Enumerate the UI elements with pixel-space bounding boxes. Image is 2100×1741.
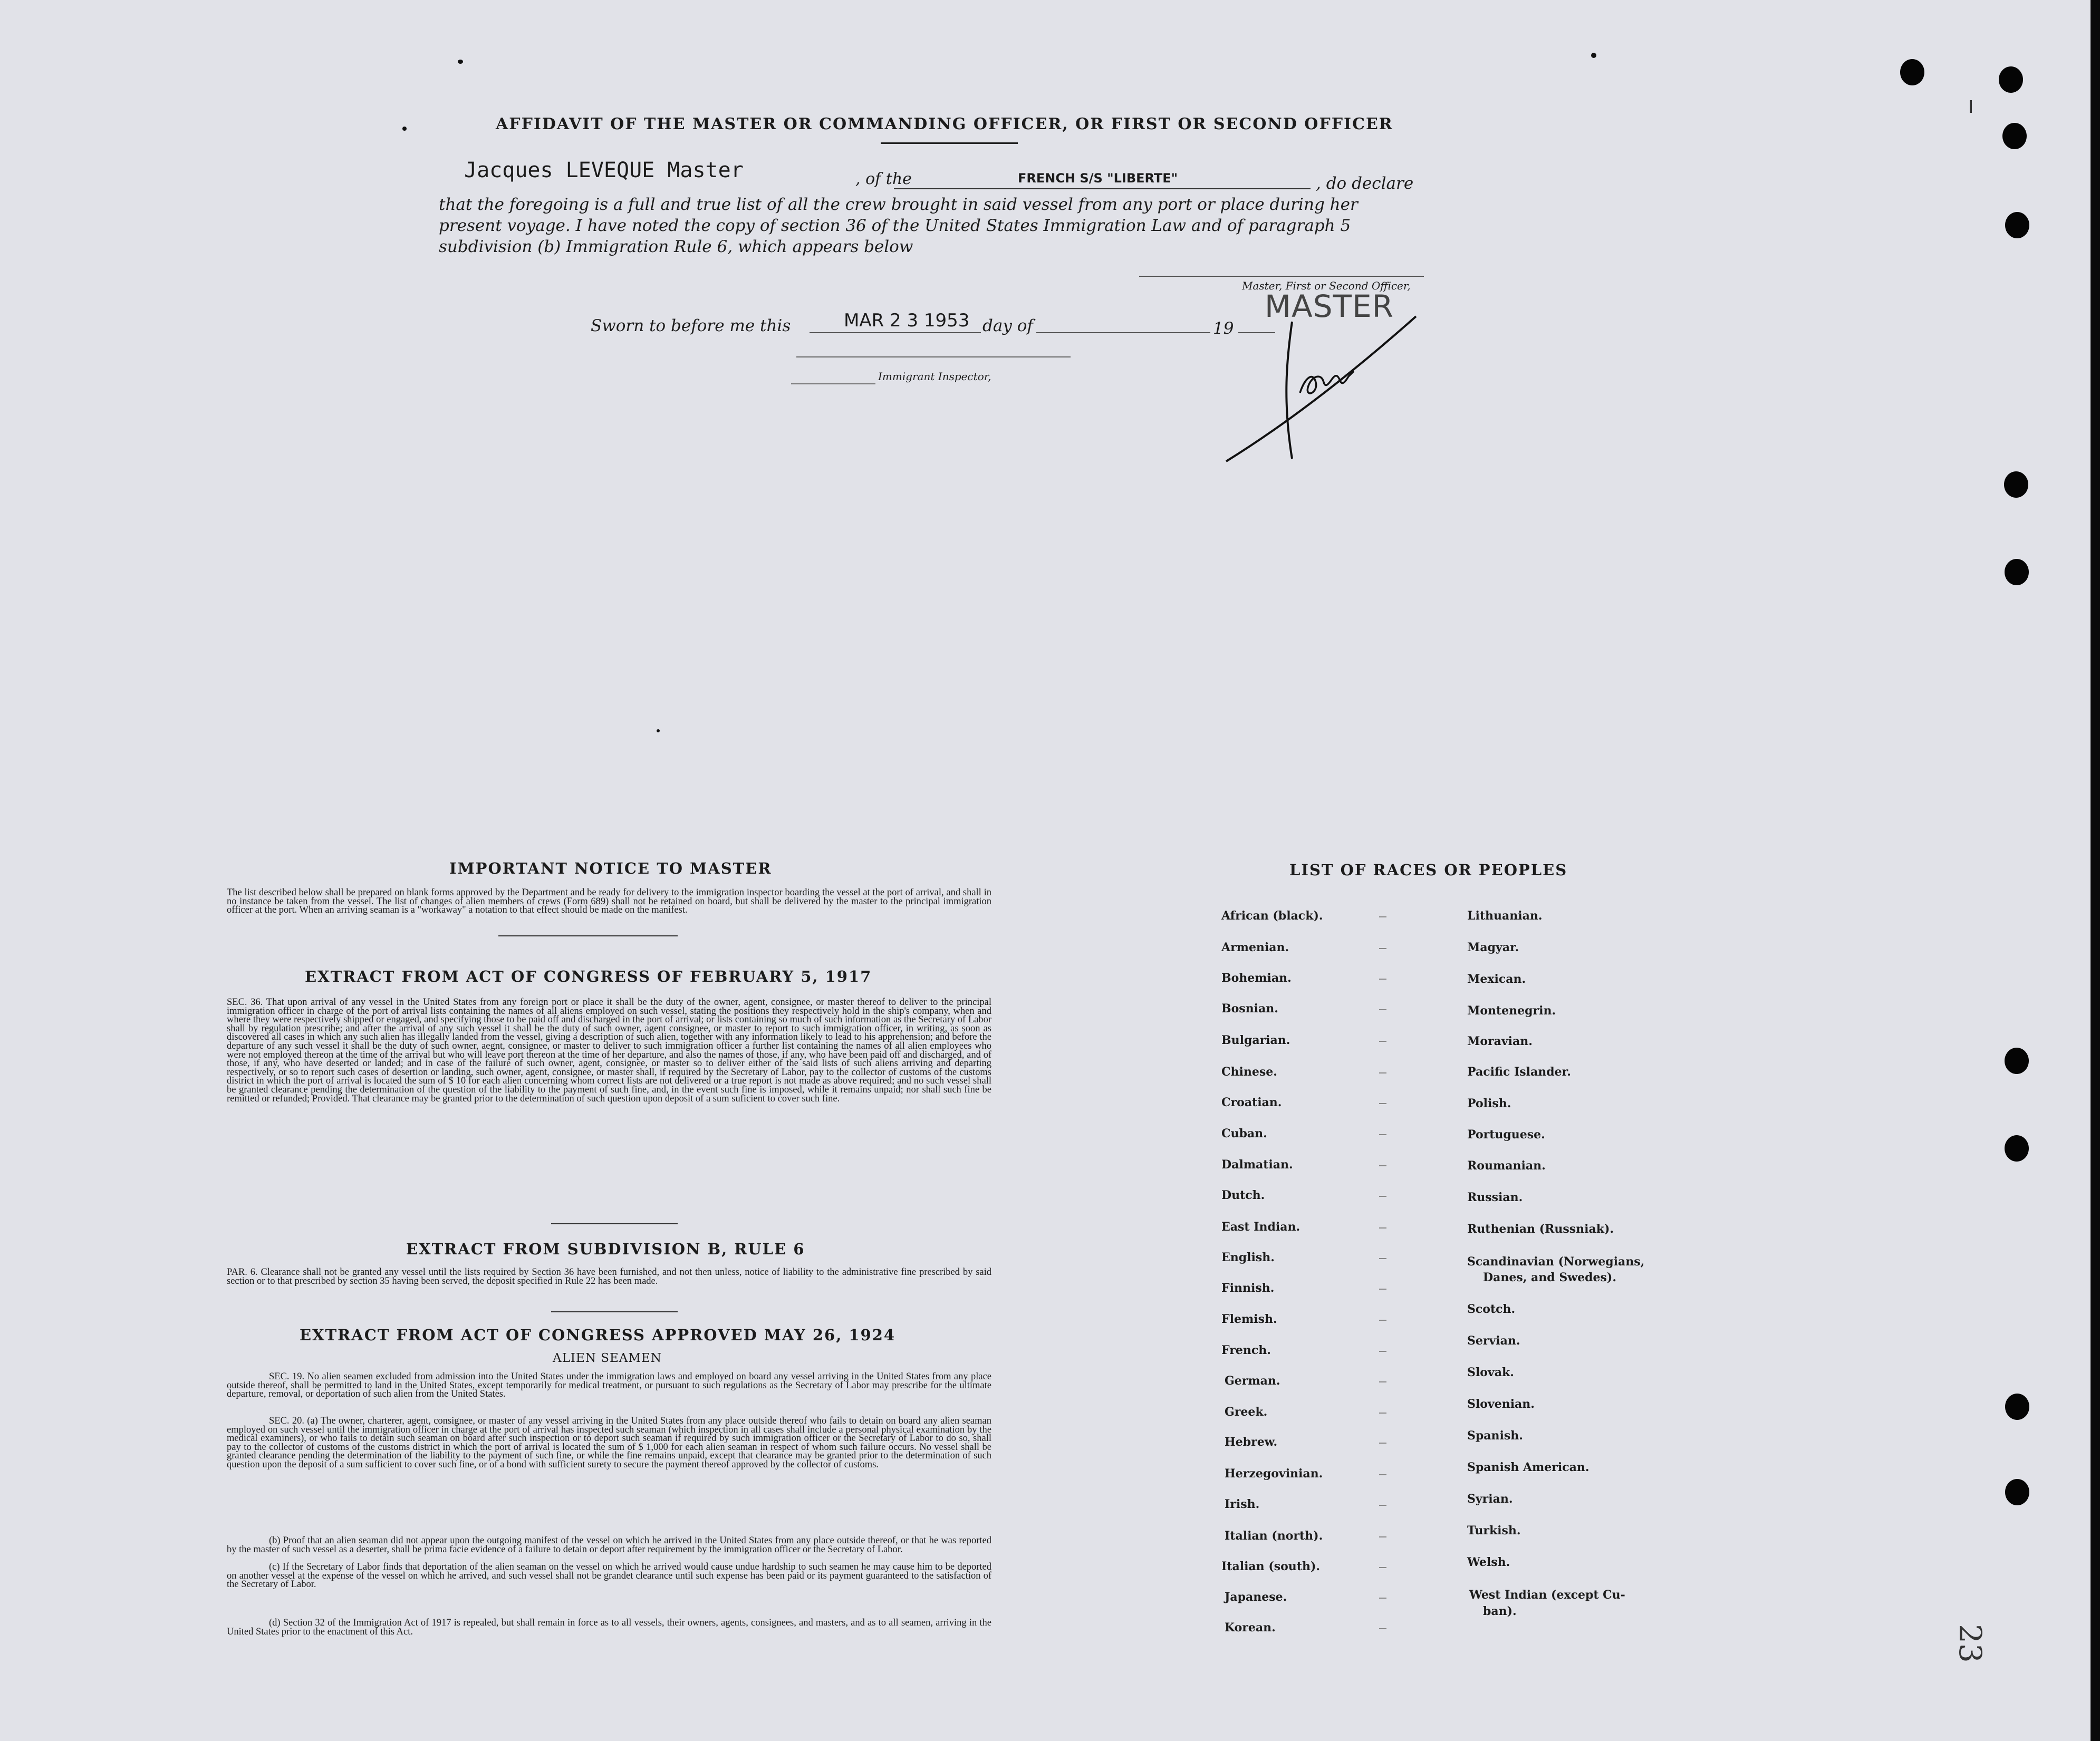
binder-hole — [1999, 66, 2023, 93]
race-item: Bohemian. — [1221, 971, 1292, 985]
race-item: Spanish. — [1467, 1429, 1523, 1443]
race-item: Chinese. — [1221, 1065, 1277, 1079]
leader-dash — [1379, 1041, 1386, 1042]
scan-speck — [1591, 53, 1596, 58]
date-underline — [810, 332, 981, 333]
sec-20c-paragraph: (c) If the Secretary of Labor finds that deportation of the alien seaman on the vessel on which he arrived would cause undue hardship to such seamen he may cause him to be deported on another vessel at the expense of the vessel on which he arrived, and such vessel shall not be grandet clearance until such expense has been paid or its payment guaranteed to the satisfaction of the Secretary of Labor. — [227, 1562, 991, 1590]
binder-hole — [2002, 123, 2027, 149]
binder-hole — [2005, 212, 2029, 238]
race-item: Pacific Islander. — [1467, 1065, 1571, 1079]
leader-dash — [1379, 1598, 1386, 1599]
of-the-label: , of the — [855, 170, 912, 188]
race-item: Irish. — [1225, 1497, 1260, 1511]
race-item: French. — [1221, 1343, 1271, 1357]
inspector-signature-line — [796, 356, 1071, 357]
extract-1917-title: EXTRACT FROM ACT OF CONGRESS OF FEBRUARY 5, 1917 — [305, 968, 872, 985]
leader-dash — [1379, 1628, 1386, 1629]
binder-hole — [2004, 471, 2028, 498]
race-item: Dutch. — [1221, 1188, 1265, 1202]
races-title: LIST OF RACES OR PEOPLES — [1289, 861, 1568, 879]
scan-speck — [458, 60, 463, 64]
race-item: Bulgarian. — [1221, 1033, 1290, 1047]
declaration-line: present voyage. I have noted the copy of section 36 of the United States Immigration Law and of paragraph 5 — [439, 216, 1351, 235]
sec-20b-paragraph: (b) Proof that an alien seaman did not appear upon the outgoing manifest of the vessel on which he arrived in the United States from any place outside thereof, or that he was reported by the master of such vessel as a deserter, shall be prima facie evidence of a failure to detain or deport after requirement by the immigration officer or the Secretary of Labor. — [227, 1535, 991, 1555]
affidavit-title: AFFIDAVIT OF THE MASTER OR COMMANDING OFFICER, OR FIRST OR SECOND OFFICER — [496, 115, 1393, 133]
leader-dash — [1379, 1258, 1386, 1259]
leader-dash — [1379, 948, 1386, 949]
extract-1924-title: EXTRACT FROM ACT OF CONGRESS APPROVED MAY 26, 1924 — [300, 1326, 896, 1344]
leader-dash — [1379, 1443, 1386, 1444]
leader-dash — [1379, 1320, 1386, 1321]
section-rule — [551, 1223, 678, 1224]
race-item: Hebrew. — [1225, 1435, 1278, 1449]
sec-20a-paragraph: SEC. 20. (a) The owner, charterer, agent, consignee, or master of any vessel arriving in the United States from any place outside thereof who fails to detain on board any alien seaman employed on such vessel until the immigration officer in charge at the port of arrival has inspected such seaman (which inspection in all cases shall include a personal physical examination by the medical examiners), or who fails to detain such seaman on board after such inspection or to deport such seaman if required by such immigration officer or the Secretary of Labor to do so, shall pay to the collector of customs of the customs district in which the port of arrival is located the sum of $ 1,000 for each alien seaman in respect of whom such failure occurs. No vessel shall be granted clearance pending the determination of the liability to the payment of such fine, or while the fine remains unpaid, except that clearance may be granted prior to the determination of such question upon the deposit of a sum sufficient to cover such fine, or of a bond with sufficient surety to secure the payment thereof approved by the collector of customs. — [227, 1416, 991, 1470]
extract-rule6-title: EXTRACT FROM SUBDIVISION B, RULE 6 — [406, 1240, 805, 1258]
declarant-name: Jacques LEVEQUE Master — [464, 158, 744, 182]
race-item: Portuguese. — [1467, 1128, 1545, 1142]
leader-dash — [1379, 1072, 1386, 1073]
race-item: Welsh. — [1467, 1555, 1510, 1569]
binder-hole — [2005, 559, 2029, 585]
leader-dash — [1379, 1009, 1386, 1010]
race-item: Armenian. — [1221, 941, 1289, 954]
day-of-label: day of — [982, 316, 1033, 335]
page-number: 23 — [1952, 1624, 1988, 1663]
race-item: Syrian. — [1467, 1492, 1513, 1506]
extract-rule6-body: PAR. 6. Clearance shall not be granted any vessel until the lists required by Section 36 have been furnished, and not then unless, notice of liability to the administrative fine prescribed by said section or to that prescribed by section 35 having been served, the deposit specified in Rule 22 has been made. — [227, 1267, 991, 1287]
leader-dash — [1379, 1505, 1386, 1506]
race-item: Greek. — [1225, 1405, 1268, 1419]
leader-dash — [1379, 1536, 1386, 1537]
extract-1917-body: SEC. 36. That upon arrival of any vessel in the United States from any foreign port or place it shall be the duty of the owner, agent, consignee, or master thereof to deliver to the principal immigration officer in charge of the port of arrival lists containing the names of all aliens employed on such vessel, stating the positions they respectively hold in the ship's company, when and where they were respectively shipped or engaged, and specifying those to be paid off and discharged in the port of arrival; or lists containing so much of such information as the Secretary of Labor shall by regulation prescribe; and after the arrival of any such vessel it shall be the duty of such owner, agent consignee, or master to report to such immigration officer, in writing, as soon as discovered all cases in which any such alien has illegally landed from the vessel, giving a description of such alien, together with any information likely to lead to his apprehension; and before the departure of any such vessel it shall be the duty of such owner, aegnt, consignee, or master to deliver to such immigration officer a further list containing the names of all alien employees who were not employed thereon at the time of the arrival but who will leave port thereon at the time of her departure, and also the names of those, if any, who have been paid off and discharged, and of those, if any, who have deserted or landed; and in case of the failure of such owner, agent, consignee, or master so to deliver either of the said lists of such aliens arriving and departing respectively, or so to report such cases of desertion or landing, such owner, agent, consignee, or master shall, if required by the Secretary of Labor, pay to the collector of customs of the customs district in which the port of arrival is located the sum of $ 10 for each alien concerning whom correct lists are not delivered or a true report is not made as above required; and no such vessel shall be granted clearance pending the determination of the question of the liability to the payment of such fine, and, in the event such fine is imposed, while it remains unpaid; nor shall such fine be remitted or refunded; Provided. That clearance may be granted prior to the determination of such question upon deposit of a sum suficient to cover such fine. — [227, 997, 991, 1104]
month-underline — [1036, 332, 1210, 333]
master-signature — [1218, 311, 1424, 469]
leader-dash — [1379, 1567, 1386, 1568]
leader-dash — [1379, 979, 1386, 980]
race-item: Scotch. — [1467, 1302, 1516, 1316]
leader-dash — [1379, 1381, 1386, 1382]
race-item: Polish. — [1467, 1097, 1511, 1110]
race-item: Italian (north). — [1225, 1529, 1323, 1543]
race-item: Croatian. — [1221, 1096, 1282, 1109]
binder-hole — [2005, 1479, 2029, 1505]
sworn-date-stamp: MAR 2 3 1953 — [844, 310, 970, 331]
leader-dash — [1379, 1474, 1386, 1475]
leader-dash — [1379, 1413, 1386, 1414]
leader-dash — [1379, 1196, 1386, 1197]
race-item: Scandinavian (Norwegians, — [1467, 1255, 1645, 1269]
leader-dash — [1379, 1227, 1386, 1229]
scan-speck — [657, 729, 660, 732]
leader-dash — [1379, 1289, 1386, 1290]
race-item: Russian. — [1467, 1191, 1523, 1204]
race-item: Roumanian. — [1467, 1159, 1546, 1173]
race-item: Japanese. — [1225, 1590, 1287, 1604]
sworn-label: Sworn to before me this — [591, 316, 791, 335]
race-item: Korean. — [1225, 1621, 1276, 1634]
race-item: East Indian. — [1221, 1220, 1301, 1234]
race-item: German. — [1225, 1374, 1280, 1388]
scan-speck — [402, 127, 407, 131]
notice-body: The list described below shall be prepared on blank forms approved by the Department and be ready for delivery to the immigration inspector boarding the vessel at the port of arrival, and shall in no instance be taken from the vessel. The list of changes of alien members of crews (Form 689) shall not be retained on board, but shall be delivered by the master to the principal immigration officer at the port. When an arriving seaman is a "workaway" a notation to that effect should be made on the manifest. — [227, 887, 991, 916]
binder-hole — [2005, 1048, 2029, 1074]
leader-dash — [1379, 1134, 1386, 1135]
alien-seamen-subtitle: ALIEN SEAMEN — [553, 1351, 662, 1365]
race-item: West Indian (except Cu- — [1469, 1588, 1625, 1602]
inspector-signature-line — [791, 383, 875, 384]
declaration-line: subdivision (b) Immigration Rule 6, which appears below — [439, 237, 913, 256]
race-item: Servian. — [1467, 1334, 1520, 1348]
sec-19-paragraph: SEC. 19. No alien seamen excluded from admission into the United States under the immigration laws and employed on board any vessel arriving in the United States from any place outside thereof, shall be permitted to land in the United States, except temporarily for medical treatment, or pursuant to such regulations as the Secretary of Labor may prescribe for the ultimate departure, removal, or deportation of such alien from the United States. — [227, 1371, 991, 1400]
leader-dash — [1379, 1165, 1386, 1166]
race-item: Magyar. — [1467, 941, 1519, 954]
binder-hole — [2005, 1135, 2029, 1162]
race-item: Slovak. — [1467, 1366, 1514, 1379]
year-prefix: 19 — [1213, 319, 1234, 338]
race-item: Slovenian. — [1467, 1397, 1535, 1411]
vessel-name: FRENCH S/S "LIBERTE" — [1018, 171, 1178, 186]
section-rule — [498, 935, 678, 936]
race-item: Mexican. — [1467, 972, 1526, 986]
binder-hole — [2005, 1394, 2029, 1420]
race-item: Spanish American. — [1467, 1460, 1590, 1474]
do-declare-label: , do declare — [1316, 174, 1414, 193]
race-item: Cuban. — [1221, 1127, 1267, 1140]
section-rule — [551, 1311, 678, 1312]
race-item: Montenegrin. — [1467, 1004, 1556, 1018]
race-item: Turkish. — [1467, 1524, 1521, 1537]
master-stamp: MASTER — [1265, 288, 1394, 324]
leader-dash — [1379, 1351, 1386, 1352]
leader-dash — [1379, 916, 1386, 917]
race-item: Italian (south). — [1221, 1560, 1321, 1573]
race-item: African (black). — [1221, 909, 1323, 923]
race-item: ban). — [1483, 1604, 1517, 1618]
race-item: Flemish. — [1221, 1312, 1277, 1326]
scan-mark — [1970, 100, 1972, 113]
notice-title: IMPORTANT NOTICE TO MASTER — [449, 859, 772, 877]
race-item: Moravian. — [1467, 1034, 1533, 1048]
inspector-caption: Immigrant Inspector, — [878, 370, 991, 383]
signature-caption: Master, First or Second Officer, — [1242, 279, 1411, 292]
signature-line — [1139, 276, 1424, 277]
race-item: Herzegovinian. — [1225, 1467, 1323, 1481]
title-rule — [881, 142, 1018, 144]
race-item: Danes, and Swedes). — [1483, 1271, 1616, 1284]
race-item: Bosnian. — [1221, 1002, 1278, 1015]
race-item: Ruthenian (Russniak). — [1467, 1222, 1614, 1236]
race-item: Finnish. — [1221, 1281, 1275, 1295]
leader-dash — [1379, 1103, 1386, 1104]
vessel-underline — [894, 188, 1311, 189]
sec-20d-paragraph: (d) Section 32 of the Immigration Act of 1917 is repealed, but shall remain in force as to all vessels, their owners, agents, consignees, and masters, and as to all seamen, arriving in the United States prior to the enactment of this Act. — [227, 1618, 991, 1637]
race-item: Dalmatian. — [1221, 1158, 1293, 1172]
race-item: Lithuanian. — [1467, 909, 1543, 923]
race-item: English. — [1221, 1251, 1275, 1264]
binder-hole — [1900, 59, 1924, 85]
declaration-line: that the foregoing is a full and true list of all the crew brought in said vessel from any port or place during her — [439, 195, 1358, 214]
